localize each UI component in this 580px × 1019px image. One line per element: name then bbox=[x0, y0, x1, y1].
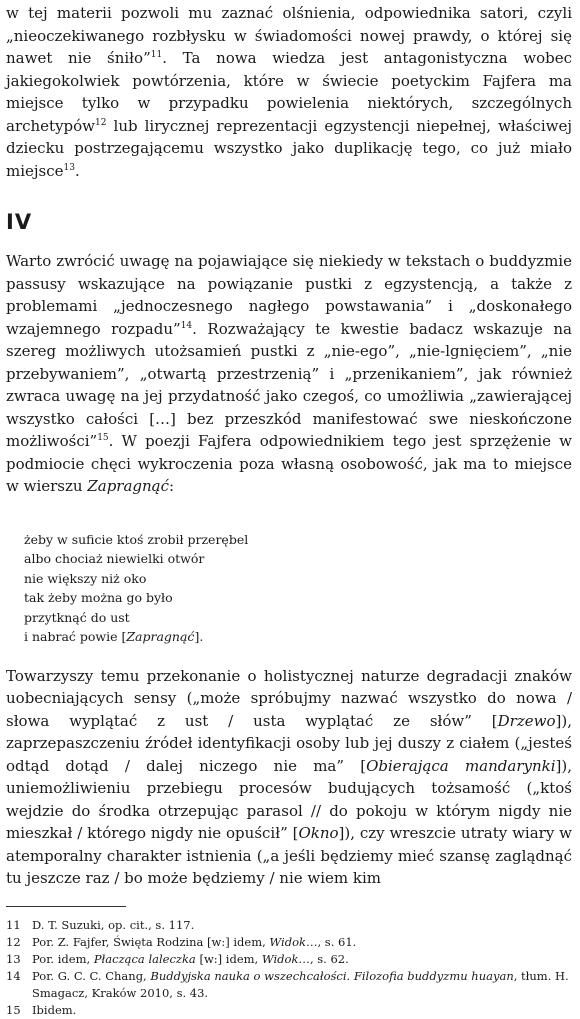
paragraph-2-text-4: : bbox=[169, 477, 175, 495]
paragraph-2-text-2: . Rozważający te kwestie badacz wskazuje na szereg możliwych utożsamień pustki z „nie-ego”, „nie-lgnięciem”, „nie przebywaniem”, „otwartą przestrzenią” i „przenikaniem”, jak również zwraca uwagę na jej przydatność jako czegoś, co umożliwia „zawierającej wszystko całości […] bez przeszkód manifestować swe nieskończone możliwości” bbox=[6, 319, 572, 450]
paragraph-3-text-3: ]), uniemożliwieniu przebiegu procesów budujących tożsamość („ktoś wejdzie do środka otrzepując parasol // do pokoju w którym nigdy nie mieszkał / którego nigdy nie opuścił” [ bbox=[6, 756, 572, 842]
footnote-12 bbox=[6, 934, 572, 951]
poem-last-end: ]. bbox=[194, 629, 204, 644]
poem-last-text: i nabrać powie [ bbox=[24, 629, 127, 644]
work-title-drzewo: Drzewo bbox=[497, 711, 556, 730]
footnote-number: 12 bbox=[6, 934, 21, 949]
footnote-italic: Buddyjska nauka o wszechcałości. Filozofia buddyzmu huayan bbox=[150, 968, 514, 983]
book-page bbox=[6, 0, 572, 1019]
footnote-text-part: , s. 62. bbox=[309, 951, 349, 966]
footnote-ref-15[interactable]: 15 bbox=[97, 433, 109, 443]
footnote-number: 14 bbox=[6, 968, 21, 983]
paragraph-2-text-3: . W poezji Fajfera odpowiednikiem tego jest sprzężenie w podmiocie chęci wykroczenia poza własną osobowość, jak ma to miejsce w wierszu bbox=[6, 432, 572, 495]
work-title-okno: Okno bbox=[298, 824, 339, 842]
paragraph-3-text-4: ]), czy wreszcie utraty wiary w atemporalny charakter istnienia („a jeśli będziemy mieć szansę zaglądnąć tu jeszcze raz / bo może będziemy / nie wiem kim bbox=[6, 824, 572, 887]
footnote-text-part: Ibidem. bbox=[32, 1002, 77, 1017]
footnote-text bbox=[32, 951, 572, 968]
section-heading: IV bbox=[6, 210, 33, 234]
footnote-14 bbox=[6, 968, 572, 1002]
poem-line: żeby w suficie ktoś zrobił przerębel bbox=[24, 531, 249, 547]
footnote-ref-12[interactable]: 12 bbox=[95, 117, 107, 128]
footnote-number: 15 bbox=[6, 1002, 21, 1017]
poem-title: Zapragnąć bbox=[87, 477, 170, 495]
footnote-number: 11 bbox=[6, 917, 21, 932]
footnote-ref-11[interactable]: 11 bbox=[150, 50, 163, 60]
footnote-italic: Widok… bbox=[261, 951, 310, 966]
poem-line: tak żeby można go było bbox=[24, 590, 173, 605]
footnote-italic: Płacząca laleczka bbox=[93, 951, 196, 966]
poem-line: przytknąć do ust bbox=[24, 609, 130, 625]
paragraph-2-text-1: Warto zwrócić uwagę na pojawiające się niekiedy w tekstach o buddyzmie passusy wskazujące na powiązanie pustki z egzystencją, a także z problemami „jednoczesnego nagłego powstawania” i „doskonałego wzajemnego rozpadu” bbox=[6, 252, 572, 338]
work-title-mandarynki: Obierająca mandarynki bbox=[366, 756, 556, 775]
poem-line: nie większy niż oko bbox=[24, 570, 147, 586]
paragraph-1 bbox=[6, 2, 572, 182]
footnote-number: 13 bbox=[6, 951, 21, 966]
footnote-text bbox=[32, 1002, 572, 1019]
paragraph-1-text-3: lub lirycznej reprezentacji egzystencji niepełnej, właściwej dziecku postrzegającemu wszystko jako duplikację tego, co już miało miejsce bbox=[6, 116, 572, 180]
paragraph-3-text-1: Towarzyszy temu przekonanie o holistycznej naturze degradacji znaków uobecniających sensy („może spróbujmy nazwać wszystko do nowa / słowa wyplątać z ust / usta wyplątać ze słów” [ bbox=[6, 666, 572, 730]
footnote-text bbox=[32, 968, 572, 1002]
footnote-11 bbox=[6, 917, 572, 934]
footnote-15 bbox=[6, 1002, 572, 1019]
footnote-text-part: , tłum. H. Smagacz, Kraków 2010, s. 43. bbox=[32, 968, 569, 1000]
paragraph-2 bbox=[6, 250, 572, 498]
poem-quote bbox=[24, 530, 572, 647]
footnote-text-part: Por. idem, bbox=[32, 951, 94, 966]
footnote-text-part: D. T. Suzuki, op. cit., s. 117. bbox=[32, 917, 195, 932]
footnote-ref-14[interactable]: 14 bbox=[180, 320, 193, 331]
poem-last-title: Zapragnąć bbox=[126, 629, 195, 644]
footnote-13 bbox=[6, 951, 572, 968]
footnote-text-part: [w:] idem, bbox=[195, 951, 262, 966]
paragraph-3-text-2: ]), zaprzepaszczeniu źródeł identyfikacji osoby lub jej duszy z ciałem („jesteś odtąd dotąd / dalej niczego nie ma” [ bbox=[6, 711, 572, 775]
paragraph-1-text-1: w tej materii pozwoli mu zaznać olśnienia, odpowiednika satori, czyli „nieoczekiwanego rozbłysku w świadomości nowej prawdy, o której się nawet nie śniło” bbox=[6, 4, 572, 67]
footnote-italic: Widok… bbox=[269, 934, 318, 949]
poem-line: albo chociaż niewielki otwór bbox=[24, 551, 205, 566]
paragraph-3 bbox=[6, 665, 572, 890]
paragraph-1-text-4: . bbox=[74, 161, 80, 180]
footnote-text-part: Por. Z. Fajfer, Święta Rodzina [w:] idem, bbox=[32, 934, 270, 949]
footnote-text bbox=[32, 934, 572, 951]
paragraph-1-text-2: . Ta nowa wiedza jest antagonistyczna wobec jakiegokolwiek powtórzenia, które w świecie poetyckim Fajfera ma miejsce tylko w przypadku powielenia niektórych, szczególnych archetypów bbox=[6, 49, 572, 135]
footnote-text-part: Por. G. C. C. Chang, bbox=[32, 968, 151, 983]
footnote-ref-13[interactable]: 13 bbox=[63, 162, 75, 173]
footnote-divider bbox=[6, 906, 126, 907]
footnote-text bbox=[32, 917, 572, 934]
footnote-text-part: , s. 61. bbox=[317, 934, 357, 949]
poem-line-last bbox=[24, 627, 572, 647]
